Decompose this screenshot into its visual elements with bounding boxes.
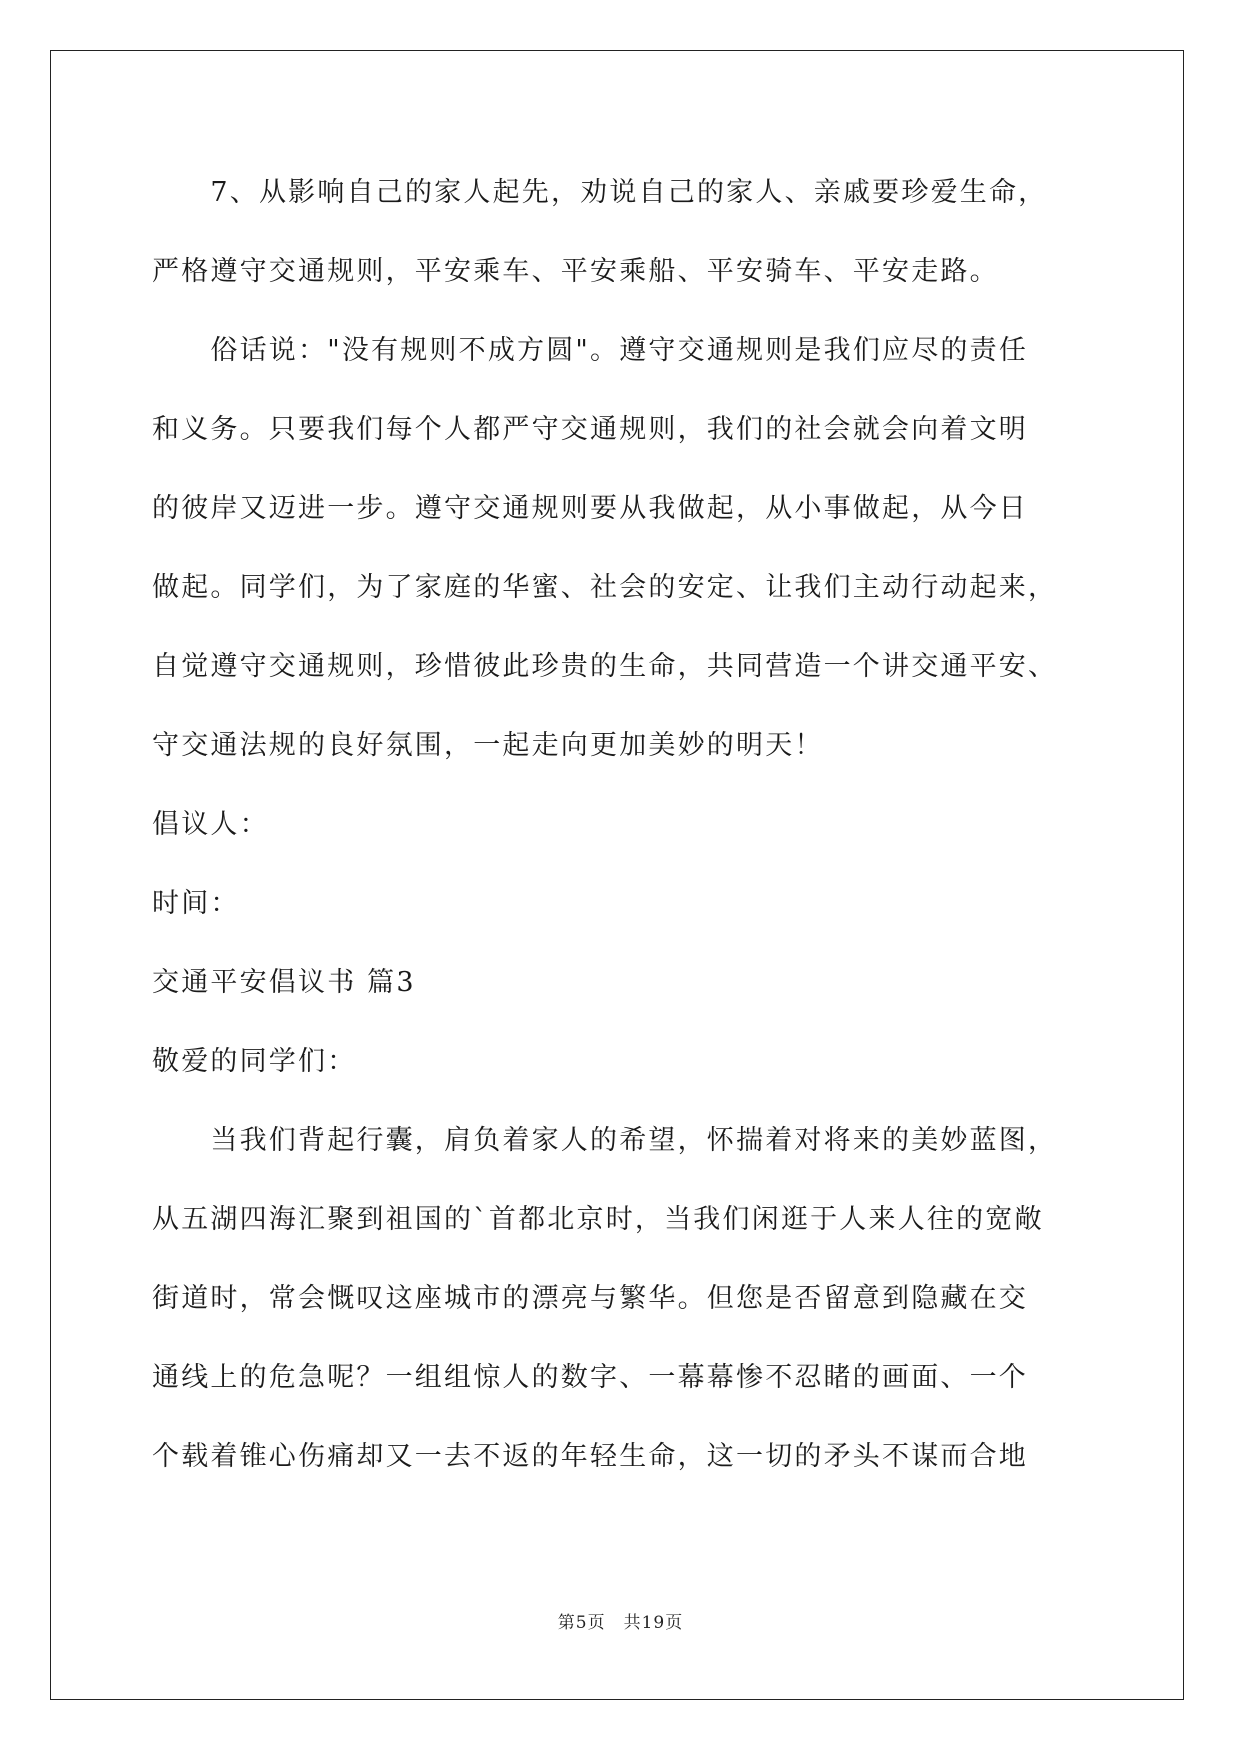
text-line: 自觉遵守交通规则，珍惜彼此珍贵的生命，共同营造一个讲交通平安、 <box>152 651 1058 682</box>
salutation: 敬爱的同学们： <box>152 1046 357 1077</box>
page-total: 共19页 <box>623 1613 684 1633</box>
text-line: 街道时，常会慨叹这座城市的漂亮与繁华。但您是否留意到隐藏在交 <box>152 1283 1028 1314</box>
text-line: 守交通法规的良好氛围，一起走向更加美妙的明天！ <box>152 730 824 761</box>
page-footer <box>0 1608 1241 1633</box>
text-line: 的彼岸又迈进一步。遵守交通规则要从我做起，从小事做起，从今日 <box>152 493 1028 524</box>
initiator-label: 倡议人： <box>152 809 269 840</box>
text-line: 7、从影响自己的家人起先，劝说自己的家人、亲戚要珍爱生命， <box>152 177 1048 208</box>
text-line: 通线上的危急呢？一组组惊人的数字、一幕幕惨不忍睹的画面、一个 <box>152 1362 1028 1393</box>
text-line: 从五湖四海汇聚到祖国的`首都北京时，当我们闲逛于人来人往的宽敞 <box>152 1204 1044 1235</box>
text-line: 严格遵守交通规则，平安乘车、平安乘船、平安骑车、平安走路。 <box>152 256 999 287</box>
text-line: 当我们背起行囊，肩负着家人的希望，怀揣着对将来的美妙蓝图， <box>152 1125 1058 1156</box>
date-label: 时间： <box>152 888 240 919</box>
text-line: 俗话说："没有规则不成方圆"。遵守交通规则是我们应尽的责任 <box>152 335 1029 366</box>
text-line: 个载着锥心伤痛却又一去不返的年轻生命，这一切的矛头不谋而合地 <box>152 1441 1028 1472</box>
section-title: 交通平安倡议书 篇3 <box>152 967 416 998</box>
text-line: 做起。同学们，为了家庭的华蜜、社会的安定、让我们主动行动起来， <box>152 572 1058 603</box>
text-line: 和义务。只要我们每个人都严守交通规则，我们的社会就会向着文明 <box>152 414 1028 445</box>
page-number: 第5页 <box>557 1613 606 1633</box>
